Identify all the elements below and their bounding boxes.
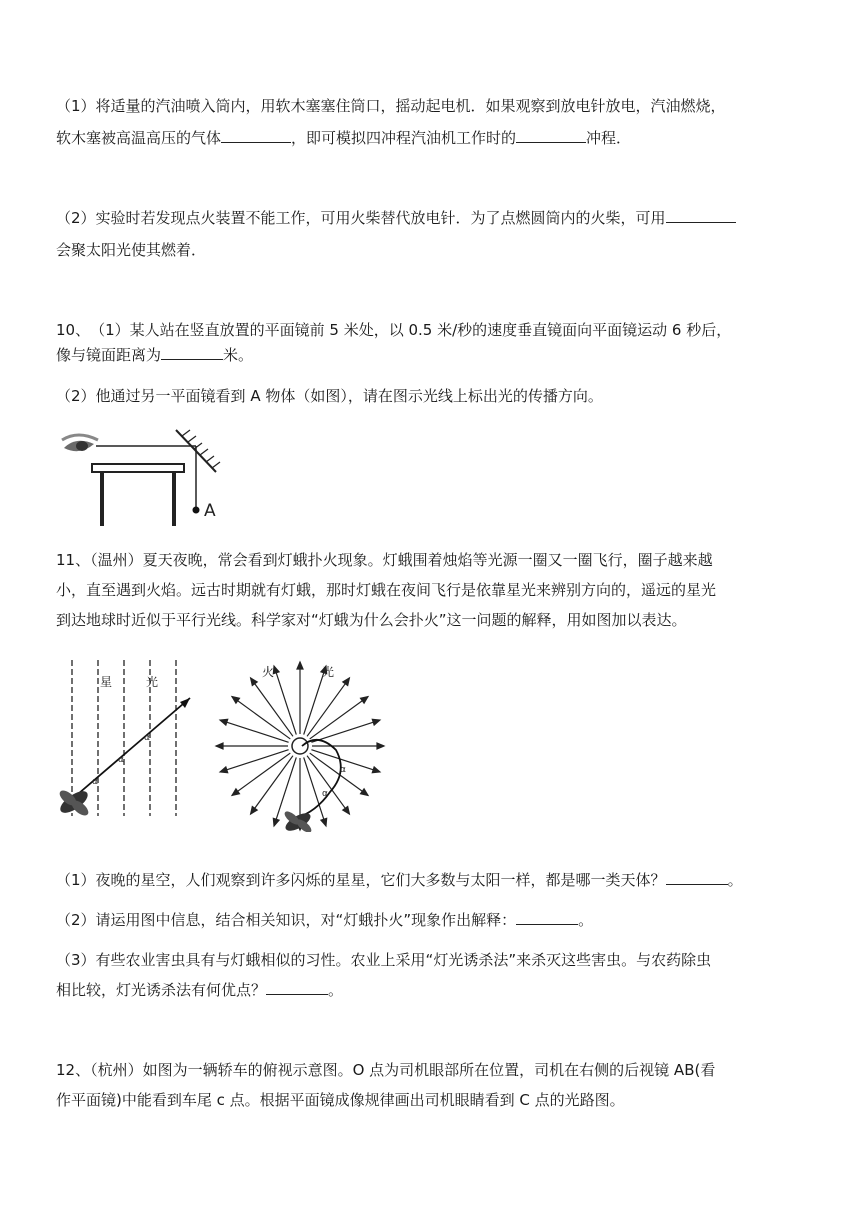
q11-text-a: 11、（温州）夏天夜晚，常会看到灯蛾扑火现象。灯蛾围着烛焰等光源一圈又一圈飞行，圈子越来越 bbox=[56, 551, 713, 569]
object-point-a bbox=[193, 507, 200, 514]
label-a: A bbox=[204, 501, 216, 521]
arrow-head bbox=[361, 789, 368, 796]
q10-part1-text-c: 米。 bbox=[223, 346, 254, 364]
label-star: 星 bbox=[100, 675, 113, 689]
q11-sub3-text-b: 相比较，灯光诱杀法有何优点？ bbox=[56, 981, 267, 999]
arrow-head bbox=[220, 719, 228, 725]
q9-part1-line1 bbox=[56, 92, 812, 120]
light-ray bbox=[310, 697, 368, 739]
q12-text-b: 作平面镜)中能看到车尾 c 点。根据平面镜成像规律画出司机眼睛看到 C 点的光路图。 bbox=[56, 1091, 625, 1109]
punct: 。 bbox=[328, 981, 344, 999]
arrow-head bbox=[372, 767, 380, 773]
moth-icon bbox=[57, 787, 91, 818]
q9-part1-text-a: （1）将适量的汽油喷入筒内，用软木塞塞住筒口，摇动起电机．如果观察到放电针放电，汽油燃烧， bbox=[56, 97, 726, 115]
q9-part2-text-a: （2）实验时若发现点火装置不能工作，可用火柴替代放电针．为了点燃圆筒内的火柴，可用 bbox=[56, 209, 666, 227]
light-ray bbox=[307, 678, 349, 736]
flame-source bbox=[292, 738, 308, 754]
q10-part1-line1 bbox=[56, 316, 812, 344]
light-ray bbox=[251, 756, 293, 814]
q12-line2 bbox=[56, 1086, 812, 1114]
answer-blank[interactable] bbox=[666, 866, 728, 885]
light-ray bbox=[232, 753, 290, 795]
arrow-head bbox=[361, 697, 368, 704]
arrow-head bbox=[273, 666, 279, 674]
arrow-head bbox=[343, 807, 350, 814]
q9-part1-text-d: 冲程． bbox=[586, 129, 632, 147]
q11-text-c: 到达地球时近似于平行光线。科学家对“灯蛾为什么会扑火”这一问题的解释，用如图加以表达。 bbox=[56, 611, 687, 629]
q9-part2-text-b: 会聚太阳光使其燃着． bbox=[56, 241, 207, 259]
answer-blank[interactable] bbox=[516, 906, 578, 925]
arrow-head bbox=[251, 807, 258, 814]
starlight-figure bbox=[54, 656, 200, 820]
q11-sub3-line1 bbox=[56, 946, 812, 974]
q12-line1 bbox=[56, 1056, 812, 1084]
punct: 。 bbox=[578, 911, 594, 929]
punct: 。 bbox=[727, 871, 743, 889]
q11-line2 bbox=[56, 576, 812, 604]
answer-blank[interactable] bbox=[266, 976, 328, 995]
label-light: 光 bbox=[146, 675, 159, 689]
angle-label: α bbox=[118, 755, 124, 765]
arrow-head bbox=[251, 678, 258, 685]
light-ray bbox=[310, 753, 368, 795]
arrow-head bbox=[220, 767, 228, 773]
answer-blank[interactable] bbox=[516, 124, 586, 143]
q10-part1-text-b: 像与镜面距离为 bbox=[56, 346, 162, 364]
answer-blank[interactable] bbox=[666, 204, 736, 223]
answer-blank[interactable] bbox=[161, 341, 223, 360]
arrow-head bbox=[232, 789, 239, 796]
arrow-head bbox=[321, 818, 327, 826]
firelight-figure bbox=[198, 652, 408, 832]
angle-label: α bbox=[92, 777, 98, 787]
answer-blank[interactable] bbox=[221, 124, 291, 143]
arrow-head bbox=[377, 743, 384, 749]
q11-line3 bbox=[56, 606, 812, 634]
light-ray bbox=[220, 720, 288, 742]
label-firelight: 光 bbox=[322, 665, 335, 679]
q9-part1-text-c: ，即可模拟四冲程汽油机工作时的 bbox=[291, 129, 517, 147]
q9-part1-line2 bbox=[56, 124, 812, 152]
q11-sub1 bbox=[56, 866, 812, 894]
light-ray bbox=[220, 750, 288, 772]
label-fire: 火 bbox=[262, 665, 275, 679]
arrow-head bbox=[273, 818, 279, 826]
q11-sub2-text: （2）请运用图中信息，结合相关知识，对“灯蛾扑火”现象作出解释： bbox=[56, 911, 517, 929]
q10-part1-text-a: 10、 （1）某人站在竖直放置的平面镜前 5 米处，以 0.5 米/秒的速度垂直镜面向平面镜运动 6 秒后， bbox=[56, 321, 732, 339]
arrow-head bbox=[372, 719, 380, 725]
q11-line1 bbox=[56, 546, 812, 574]
arrow-head bbox=[343, 678, 350, 685]
light-ray bbox=[274, 666, 296, 734]
q10-part2 bbox=[56, 382, 812, 410]
q11-sub3-text-a: （3）有些农业害虫具有与灯蛾相似的习性。农业上采用“灯光诱杀法”来杀灭这些害虫。与农药除虫 bbox=[56, 951, 712, 969]
q10-part1-line2 bbox=[56, 341, 812, 369]
arrow-head bbox=[216, 743, 223, 749]
q12-text-a: 12、（杭州）如图为一辆轿车的俯视示意图。O 点为司机眼部所在位置，司机在右侧的后视镜 AB(看 bbox=[56, 1061, 716, 1079]
q9-part2-line2 bbox=[56, 236, 812, 264]
moth-flight-path bbox=[64, 698, 190, 806]
q9-part2-line1 bbox=[56, 204, 812, 232]
light-ray bbox=[251, 678, 293, 736]
arrow-head bbox=[297, 662, 303, 669]
q11-sub2 bbox=[56, 906, 812, 934]
q9-part1-text-b: 软木塞被高温高压的气体 bbox=[56, 129, 222, 147]
q11-sub1-text: （1）夜晚的星空，人们观察到许多闪烁的星星，它们大多数与太阳一样，都是哪一类天体？ bbox=[56, 871, 666, 889]
table-drawing bbox=[92, 464, 184, 526]
angle-label: α bbox=[144, 733, 150, 743]
q11-sub3-line2 bbox=[56, 976, 812, 1004]
eye-icon bbox=[62, 435, 98, 451]
angle-label: α bbox=[340, 765, 346, 775]
arrow-head bbox=[232, 697, 239, 704]
light-ray bbox=[232, 697, 290, 739]
light-ray bbox=[311, 720, 379, 742]
angle-label: α bbox=[322, 789, 328, 799]
q10-mirror-figure bbox=[58, 426, 228, 532]
q10-part2-text: （2）他通过另一平面镜看到 A 物体（如图），请在图示光线上标出光的传播方向。 bbox=[56, 387, 603, 405]
q11-text-b: 小，直至遇到火焰。远古时期就有灯蛾，那时灯蛾在夜间飞行是依靠星光来辨别方向的，遥远的星光 bbox=[56, 581, 717, 599]
